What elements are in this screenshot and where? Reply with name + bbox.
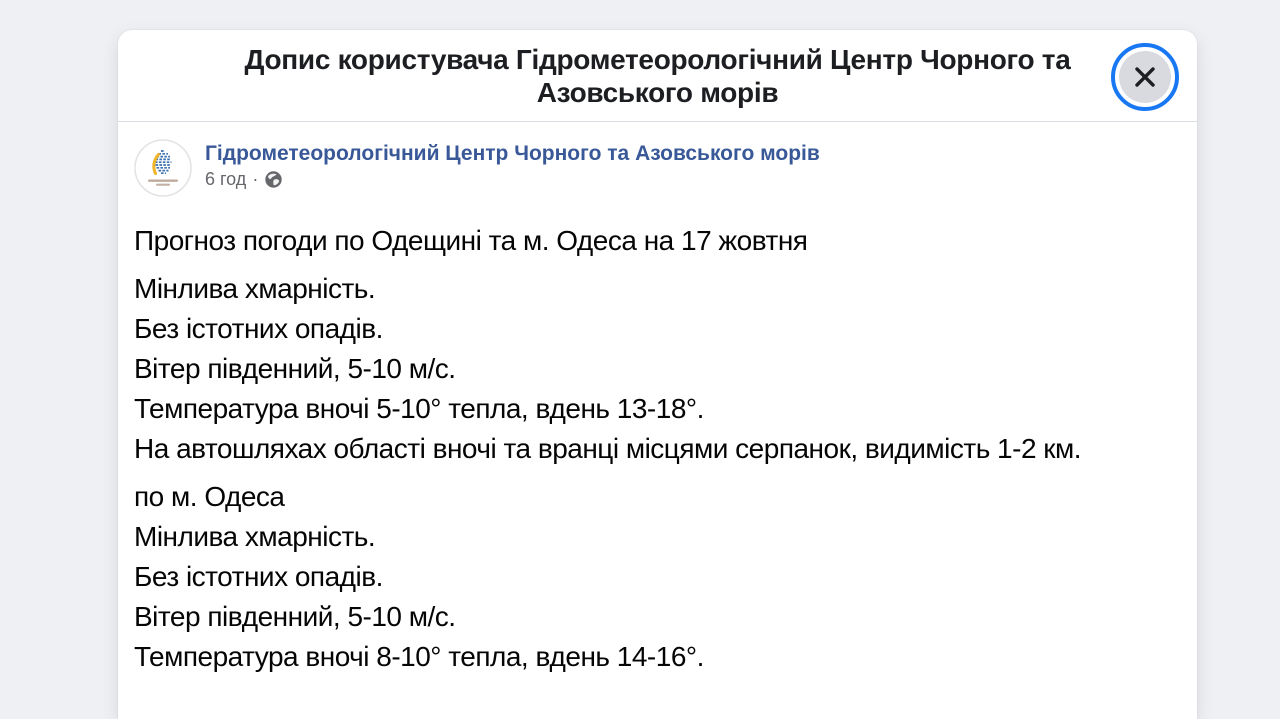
post-author-row (134, 139, 1181, 197)
post-line: Без істотних опадів. (134, 313, 383, 344)
author-info (205, 139, 820, 190)
post-line: Без істотних опадів. (134, 561, 383, 592)
logo-caption-line (156, 184, 170, 186)
close-icon (1132, 64, 1158, 90)
post-line: Температура вночі 5-10° тепла, вдень 13-18°. (134, 393, 704, 424)
post-line: Температура вночі 8-10° тепла, вдень 14-16°. (134, 641, 704, 672)
post-paragraph (134, 269, 1181, 469)
dialog-body (118, 139, 1197, 677)
close-circle (1119, 51, 1171, 103)
post-line: На автошляхах області вночі та вранці місцями серпанок, видимість 1-2 км. (134, 433, 1082, 464)
post-text (134, 221, 1181, 677)
post-line: Мінлива хмарність. (134, 521, 376, 552)
post-paragraph (134, 477, 1181, 677)
post-line: Вітер південний, 5-10 м/с. (134, 601, 456, 632)
post-line: Вітер південний, 5-10 м/с. (134, 353, 456, 384)
timestamp-link[interactable]: 6 год (205, 169, 247, 189)
post-meta-row (205, 169, 820, 190)
post-line: Прогноз погоди по Одещині та м. Одеса на 17 жовтня (134, 225, 808, 256)
author-name-link[interactable]: Гідрометеорологічний Центр Чорного та Азовського морів (205, 142, 820, 165)
post-paragraph (134, 221, 1181, 261)
dialog-title: Допис користувача Гідрометеорологічний Центр Чорного та Азовського морів (244, 44, 1071, 108)
avatar[interactable] (134, 139, 192, 197)
post-line: по м. Одеса (134, 481, 285, 512)
post-line: Мінлива хмарність. (134, 273, 376, 304)
globe-icon (264, 170, 283, 189)
dialog-header (118, 30, 1197, 122)
post-dialog (118, 30, 1197, 719)
meta-separator: · (252, 169, 259, 189)
close-button[interactable] (1111, 43, 1179, 111)
logo-caption-line (148, 180, 178, 182)
